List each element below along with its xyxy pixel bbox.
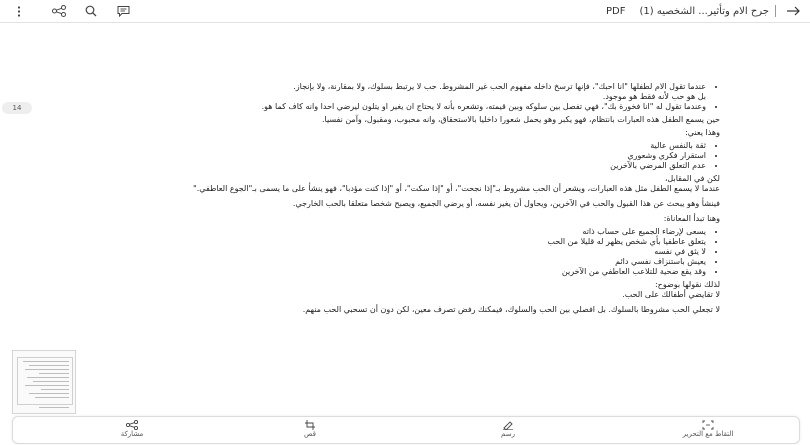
thumbnail-line <box>23 361 69 362</box>
arrow-back-icon <box>786 6 800 16</box>
suffering-list <box>120 227 720 277</box>
pen-icon <box>502 420 514 430</box>
comment-button[interactable] <box>112 0 134 22</box>
title-area <box>606 0 810 22</box>
paragraph: لكن في المقابل، <box>664 174 720 183</box>
crop-label: قص <box>304 430 316 438</box>
bottom-toolbar <box>12 416 800 444</box>
list-item: • يعيش باستنزاف نفسي دائم <box>120 257 706 267</box>
search-icon <box>85 5 97 17</box>
draw-label: رسم <box>501 430 515 438</box>
top-toolbar <box>0 0 810 23</box>
paragraph: عندما لا يسمع الطفل مثل هذه العبارات، ويشعر أن الحب مشروط بـ"إذا نجحت"، أو "إذا سكت"، أو "إذا كنت مؤدبا"، فهو ينشأ على ما يسمى بـ"الجوع العاطفي." <box>193 184 720 193</box>
search-button[interactable] <box>80 0 102 22</box>
toolbar-divider <box>775 5 776 17</box>
share-button[interactable] <box>48 0 70 22</box>
thumbnail-line <box>33 381 69 382</box>
page-thumbnail[interactable] <box>12 350 76 414</box>
share-icon <box>52 5 66 17</box>
share-action-label: مشاركة <box>120 430 144 438</box>
crop-icon <box>304 420 316 430</box>
benefits-list <box>120 141 720 171</box>
list-item: • ثقة بالنفس عالية <box>120 141 706 151</box>
draw-button[interactable] <box>473 419 543 441</box>
thumbnail-line <box>27 377 69 378</box>
paragraph: وهذا يعني: <box>685 128 720 137</box>
list-item: • يسعى لإرضاء الجميع على حساب ذاته <box>120 227 706 237</box>
capture-edit-button[interactable] <box>663 419 753 441</box>
paragraph: لا تقايضي أطفالك على الحب. <box>622 290 720 299</box>
thumbnail-line <box>41 389 69 390</box>
back-button[interactable] <box>782 0 804 22</box>
list-item: • يتعلق عاطفيا بأي شخص يظهر له قليلا من الحب <box>120 237 706 247</box>
document-page[interactable] <box>120 82 720 318</box>
share-action-button[interactable] <box>97 419 167 441</box>
paragraph: فينشأ وهو يبحث عن هذا القبول والحب في الآخرين، ويحاول أن يغير نفسه، أو يرضي الجميع، ويصبح شخصا متعلقا بالحب الخارجي. <box>292 199 720 208</box>
document-title: جرح الام وتأثير... الشخصيه (1) <box>639 5 769 17</box>
list-item: • لا يثق في نفسه <box>120 247 706 257</box>
thumbnail-line <box>29 393 69 394</box>
paragraph: وهنا تبدأ المعاناة: <box>663 214 720 223</box>
list-item: • عندما تقول الام لطفلها "انا احبك"، فإنها ترسخ داخله مفهوم الحب غير المشروط. حب لا يرتبط بسلوك، ولا بمقارنة، ولا بإنجاز. <box>120 82 706 92</box>
list-item: • وقد يقع ضحية للتلاعب العاطفي من الآخرين <box>120 267 706 277</box>
thumbnail-line <box>39 407 69 408</box>
page-number-badge: 14 <box>2 102 32 114</box>
paragraph: لا تجعلي الحب مشروطا بالسلوك. بل افصلي بين الحب والسلوك، فيمكنك رفض تصرف معين، لكن دون أن تسحبي الحب منهم. <box>302 305 720 314</box>
share-icon <box>126 420 138 430</box>
capture-edit-label: التقاط مع التحرير <box>682 430 734 438</box>
list-item: • وعندما تقول له "انا فخورة بك"، فهي تفصل بين سلوكه وبين قيمته، وتشعره بأنه لا يحتاج ان يغير او يتلون ليرضي احدا وانه كاف كما هو. <box>120 102 706 112</box>
thumbnail-line <box>25 385 69 386</box>
paragraph: لذلك نقولها بوضوح: <box>654 280 720 289</box>
thumbnail-line <box>35 397 69 398</box>
capture-icon <box>702 420 714 430</box>
more-vertical-icon <box>17 6 21 17</box>
paragraph: حين يسمع الطفل هذه العبارات بانتظام، فهو يكبر وهو يحمل شعورا داخليا بالاستحقاق، وانه محبوب، ومقبول، وآمن نفسيا. <box>321 115 720 124</box>
list-item: • عدم التعلق المرضي بالآخرين <box>120 161 706 171</box>
thumbnail-line <box>29 365 69 366</box>
list-item: • استقرار فكري وشعوري <box>120 151 706 161</box>
thumbnail-line <box>39 373 69 374</box>
comment-icon <box>117 5 130 17</box>
list-item: بل هو حب لأنه فقط هو موجود. <box>602 92 706 101</box>
toolbar-actions <box>0 0 134 22</box>
more-menu-button[interactable] <box>8 0 30 22</box>
document-format: PDF <box>606 5 626 17</box>
intro-bullets <box>120 82 720 112</box>
thumbnail-line <box>25 369 69 370</box>
crop-button[interactable] <box>275 419 345 441</box>
